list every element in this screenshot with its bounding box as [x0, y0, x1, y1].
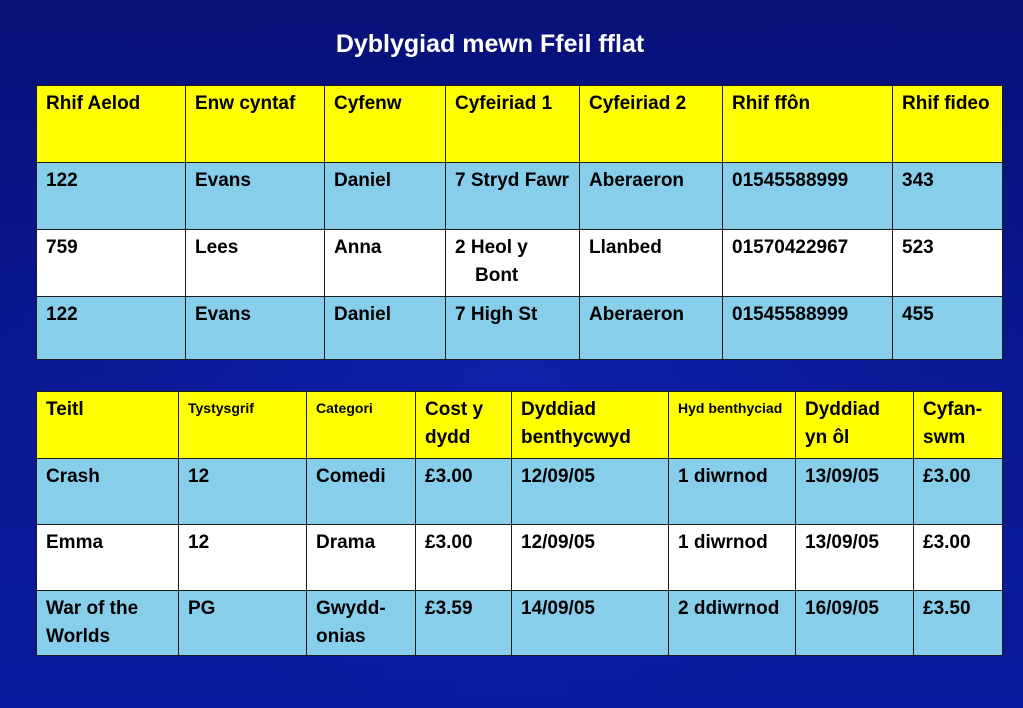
- table-cell: Comedi: [307, 459, 416, 525]
- table-row: [37, 525, 1003, 591]
- members-table: [36, 85, 1003, 360]
- address-text: 7 Stryd Fawr: [455, 170, 570, 191]
- table-cell: £3.59: [416, 591, 512, 656]
- table-cell: 12/09/05: [512, 525, 669, 591]
- table-cell: 1 diwrnod: [669, 459, 796, 525]
- address-text: 7 High St: [455, 304, 538, 325]
- table-cell: PG: [179, 591, 307, 656]
- table-cell: Drama: [307, 525, 416, 591]
- table-cell: 16/09/05: [796, 591, 914, 656]
- table-cell: 13/09/05: [796, 459, 914, 525]
- header-cell: Enw cyntaf: [186, 86, 325, 163]
- table-cell: Gwydd-onias: [307, 591, 416, 656]
- table-cell: £3.00: [914, 459, 1003, 525]
- header-cell: Dyddiad yn ôl: [796, 392, 914, 459]
- header-cell: Dyddiad benthycwyd: [512, 392, 669, 459]
- table-cell: 523: [893, 230, 1003, 297]
- table-cell: 759: [37, 230, 186, 297]
- header-cell: Cyfenw: [325, 86, 446, 163]
- table-cell: [446, 297, 580, 360]
- table-cell: 122: [37, 297, 186, 360]
- table-cell: 1 diwrnod: [669, 525, 796, 591]
- table-cell: £3.00: [416, 525, 512, 591]
- header-cell: Categori: [307, 392, 416, 459]
- table-cell: 13/09/05: [796, 525, 914, 591]
- table-cell: [446, 230, 580, 297]
- header-cell: Cyfan-swm: [914, 392, 1003, 459]
- header-cell: Cost y dydd: [416, 392, 512, 459]
- table-cell: 01545588999: [723, 163, 893, 230]
- table-cell: 14/09/05: [512, 591, 669, 656]
- table-cell: Lees: [186, 230, 325, 297]
- table-cell: 01545588999: [723, 297, 893, 360]
- table-cell: Llanbed: [580, 230, 723, 297]
- table-row: [37, 230, 1003, 297]
- table-cell: Daniel: [325, 297, 446, 360]
- table-cell: Anna: [325, 230, 446, 297]
- table-cell: £3.50: [914, 591, 1003, 656]
- table-cell: 343: [893, 163, 1003, 230]
- table-row: [37, 163, 1003, 230]
- table-cell: 12/09/05: [512, 459, 669, 525]
- table-header-row: [37, 86, 1003, 163]
- table-cell: 12: [179, 459, 307, 525]
- table-cell: £3.00: [416, 459, 512, 525]
- videos-table: [36, 391, 1003, 656]
- table-header-row: [37, 392, 1003, 459]
- address-text: 2 Heol y Bont: [455, 237, 528, 286]
- table-row: [37, 297, 1003, 360]
- header-cell: Hyd benthyciad: [669, 392, 796, 459]
- table-row: [37, 459, 1003, 525]
- table-cell: 122: [37, 163, 186, 230]
- header-cell: Cyfeiriad 2: [580, 86, 723, 163]
- table-cell: 2 ddiwrnod: [669, 591, 796, 656]
- table-cell: 01570422967: [723, 230, 893, 297]
- table-cell: Aberaeron: [580, 297, 723, 360]
- table-cell: Evans: [186, 163, 325, 230]
- header-cell: Rhif ffôn: [723, 86, 893, 163]
- table-cell: Aberaeron: [580, 163, 723, 230]
- table-cell: Emma: [37, 525, 179, 591]
- header-cell: Rhif Aelod: [37, 86, 186, 163]
- header-cell: Rhif fideo: [893, 86, 1003, 163]
- table-cell: Crash: [37, 459, 179, 525]
- header-cell: Tystysgrif: [179, 392, 307, 459]
- table-cell: £3.00: [914, 525, 1003, 591]
- table-row: [37, 591, 1003, 656]
- table-cell: Daniel: [325, 163, 446, 230]
- header-cell: Teitl: [37, 392, 179, 459]
- table-cell: Evans: [186, 297, 325, 360]
- table-cell: 455: [893, 297, 1003, 360]
- slide-title: Dyblygiad mewn Ffeil fflat: [335, 30, 645, 58]
- table-cell: 12: [179, 525, 307, 591]
- table-cell: War of the Worlds: [37, 591, 179, 656]
- header-cell: Cyfeiriad 1: [446, 86, 580, 163]
- table-cell: [446, 163, 580, 230]
